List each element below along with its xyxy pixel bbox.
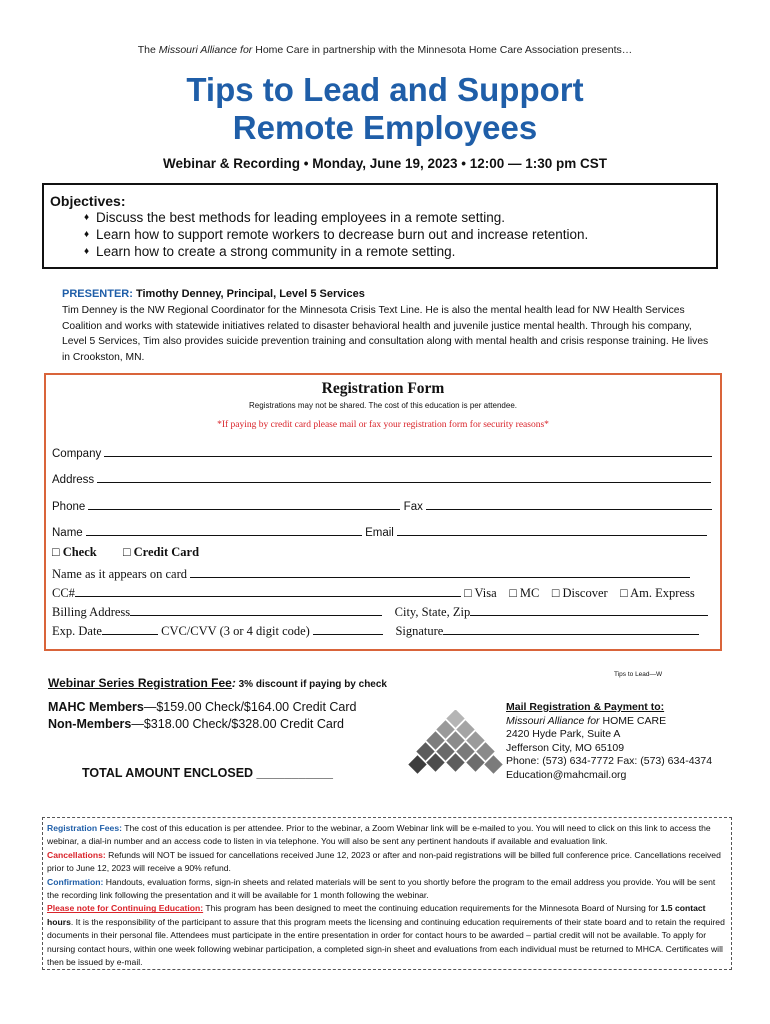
- objective-item: ♦ Learn how to support remote workers to decrease burn out and increase retention.: [84, 227, 589, 242]
- nonmember-fee: Non-Members—$318.00 Check/$328.00 Credit Card: [48, 717, 344, 731]
- mail-city: Jefferson City, MO 65109: [506, 741, 625, 754]
- fees-note: Registration Fees: The cost of this education is per attendee. Prior to the webinar, a Zoom Webinar link will be e-mailed to you. You will need to click on this link to access the webinar, a dial-in number and an access code to listen in via telephone. You will also be sent any pertinent handouts if available and evaluation link.: [47, 823, 711, 847]
- page-title-line2: Remote Employees: [232, 109, 538, 146]
- mc-checkbox[interactable]: □ MC: [509, 586, 540, 600]
- mail-phone: Phone: (573) 634-7772 Fax: (573) 634-4374: [506, 755, 713, 767]
- phone-row: Phone Fax: [52, 497, 712, 513]
- check-checkbox[interactable]: □ Check: [52, 545, 97, 559]
- billing-address-field[interactable]: [130, 603, 382, 616]
- name-on-card-row: Name as it appears on card: [52, 565, 690, 582]
- cc-row: CC# □ Visa □ MC □ Discover □ Am. Express: [52, 586, 695, 600]
- member-fee: MAHC Members—$159.00 Check/$164.00 Credit Card: [48, 700, 357, 714]
- objectives-title: Objectives:: [50, 193, 126, 209]
- discover-checkbox[interactable]: □ Discover: [551, 586, 608, 600]
- fax-field[interactable]: [426, 497, 712, 510]
- form-reference: Tips to Lead—W: [614, 671, 663, 678]
- address-field[interactable]: [97, 470, 711, 483]
- billing-row: Billing Address City, State, Zip: [52, 603, 708, 620]
- policy-notes: [42, 817, 732, 970]
- mail-street: 2420 Hyde Park, Suite A: [506, 728, 621, 740]
- diamond-bullet-icon: ♦: [84, 246, 90, 257]
- name-row: Name Email: [52, 523, 707, 539]
- form-warning: *If paying by credit card please mail or fax your registration form for security reasons*: [217, 420, 549, 430]
- presenter-heading: PRESENTER: Timothy Denney, Principal, Level 5 Services: [62, 288, 365, 300]
- company-row: Company: [52, 444, 712, 460]
- diamond-bullet-icon: ♦: [84, 229, 90, 240]
- presenter-bio: Tim Denney is the NW Regional Coordinator for the Minnesota Crisis Text Line. He is also the mental health lead for NW Health Services Coalition and works with statewide initiatives related to disaster behavioral health and juvenile justice mental health. Through his company, Level 5 Services, Tim also provides suicide prevention training and consultation along with mental health and crisis response training. He lives in Crookston, MN.: [62, 305, 709, 363]
- form-note: Registrations may not be shared. The cost of this education is per attendee.: [248, 401, 517, 410]
- cvc-field[interactable]: [313, 622, 383, 635]
- mail-info: [506, 701, 712, 782]
- tagline: The Missouri Alliance for Home Care in partnership with the Minnesota Home Care Association presents…: [137, 44, 633, 56]
- diamond-bullet-icon: ♦: [84, 212, 90, 223]
- objectives-list: [50, 209, 710, 260]
- credit-card-checkbox[interactable]: □ Credit Card: [122, 545, 200, 559]
- phone-field[interactable]: [88, 497, 400, 510]
- objectives-box: [42, 183, 718, 269]
- address-row: Address: [52, 470, 711, 486]
- mail-email[interactable]: Education@mahcmail.org: [506, 768, 627, 781]
- payment-method-row: [52, 545, 199, 560]
- city-state-zip-field[interactable]: [470, 603, 708, 616]
- exp-row: Exp. Date CVC/CVV (3 or 4 digit code) Signature: [52, 622, 699, 639]
- total-amount: TOTAL AMOUNT ENCLOSED ___________: [82, 766, 334, 780]
- cc-number-field[interactable]: [75, 584, 461, 597]
- registration-form: [44, 373, 722, 651]
- fee-heading: Webinar Series Registration Fee: 3% discount if paying by check: [48, 676, 387, 690]
- cancellation-note: Cancellations: Refunds will NOT be issued for cancellations received June 12, 2023 or after and non-paid registrations will be billed full conference price. Cancellations received prior to June 12, 2023 will receive a 90% refund.: [47, 849, 721, 874]
- objective-item: ♦ Learn how to create a strong community in a remote setting.: [84, 244, 456, 259]
- form-title: Registration Form: [321, 380, 445, 397]
- fee-list: [48, 699, 357, 733]
- objective-item: ♦ Discuss the best methods for leading employees in a remote setting.: [84, 210, 505, 225]
- continuing-education-note: Please note for Continuing Education: This program has been designed to meet the continuing education requirements for the Minnesota Board of Nursing for 1.5 contact hours. It is the responsibility of the participant to assure that this program meets the licensing and continuing education requirements of their state board and to retain the required documents in their personal file. Attendees must participate in the entire presentation in order for contact hours to be awarded – partial credit will not be available. To apply for nursing contact hours, within one week following webinar participation, a completed sign-in sheet and evaluations from each individual must be returned to MHCA. Certificates will then be issued by e-mail.: [47, 903, 725, 968]
- amex-checkbox[interactable]: □ Am. Express: [620, 586, 695, 600]
- confirmation-note: Confirmation: Handouts, evaluation forms, sign-in sheets and related materials will be sent to you shortly before the program to the email address you provide. You will be sent the recording link following the presentation and it will be available for 1 month following the webinar.: [47, 876, 716, 901]
- mail-org: Missouri Alliance for HOME CARE: [506, 714, 667, 727]
- company-field[interactable]: [104, 444, 712, 457]
- mahc-logo-icon: [408, 710, 504, 780]
- name-field[interactable]: [86, 523, 362, 536]
- name-on-card-field[interactable]: [190, 565, 690, 578]
- visa-checkbox[interactable]: □ Visa: [464, 586, 497, 600]
- signature-field[interactable]: [443, 622, 699, 635]
- email-field[interactable]: [397, 523, 707, 536]
- event-subtitle: Webinar & Recording • Monday, June 19, 2023 • 12:00 — 1:30 pm CST: [162, 156, 608, 171]
- exp-date-field[interactable]: [102, 622, 158, 635]
- mail-heading: Mail Registration & Payment to:: [506, 701, 665, 713]
- page-title-line1: Tips to Lead and Support: [186, 71, 584, 108]
